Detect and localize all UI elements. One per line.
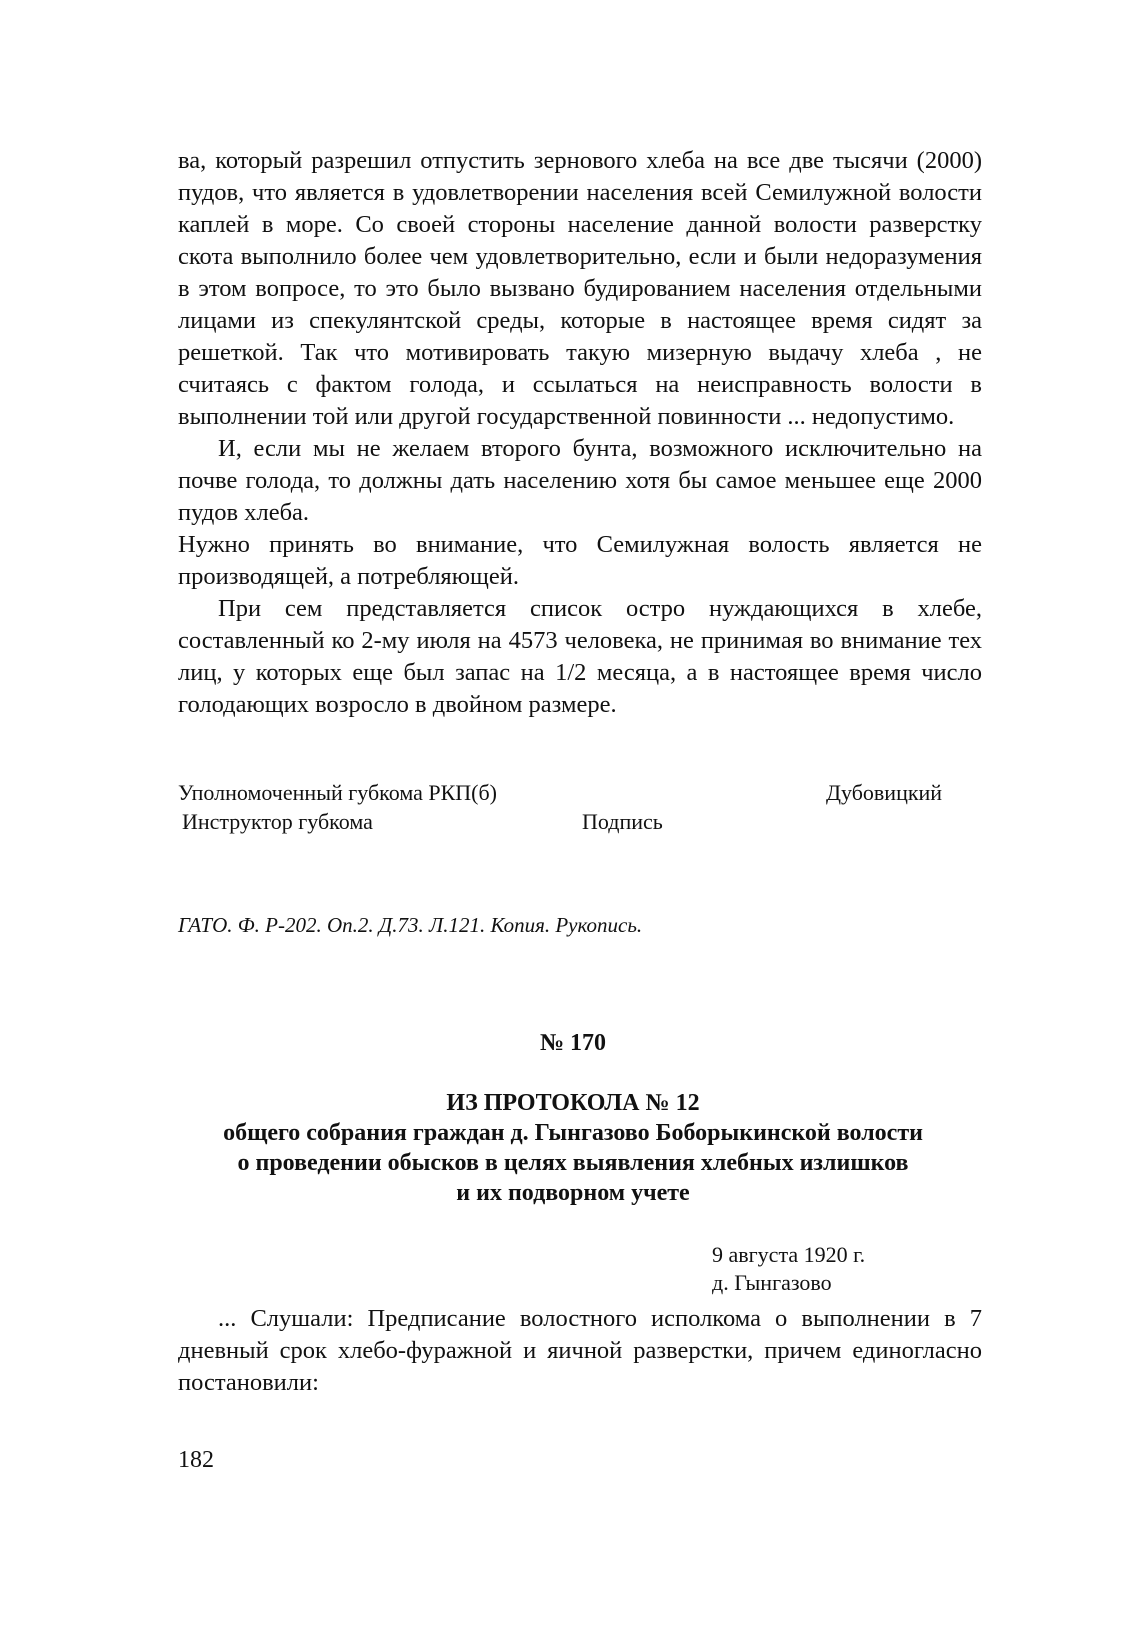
document-number: № 170 (539, 1030, 607, 1056)
document-place: д. Гынгазово (712, 1270, 832, 1295)
paragraph-1: ва, который разрешил отпустить зернового хлеба на все две тысячи (2000) пудов, что является в удовлетворении населения всей Семилужной волости каплей в море. Со своей стороны население данной волости разверстку скота выполнило более чем удовлетворительно, если и были недоразумения в этом вопросе, то это было вызвано будированием населения отдельными лицами из спекулянтской среды, которые в настоящее время сидят за решеткой. Так что мотивировать такую мизерную выдачу хлеба , не считаясь с фактом голода, и ссылаться на неисправность волости в выполнении той или другой государственной повинности ... недопустимо. (178, 147, 982, 430)
letter-body (178, 145, 982, 721)
page-number: 182 (178, 1447, 214, 1473)
signature-role-2: Инструктор губкома (182, 809, 373, 834)
protocol-body (178, 1303, 982, 1399)
date-place-block (712, 1241, 865, 1297)
paragraph-2: И, если мы не желаем второго бунта, возможного исключительно на почве голода, то должны дать населению хотя бы самое меньшее еще 2000 пудов хлеба. (178, 435, 982, 526)
paragraph-3: Нужно принять во внимание, что Семилужная волость является не производящей, а потребляющей. (178, 531, 982, 590)
title-line-4: и их подворном учете (456, 1180, 690, 1206)
signature-role-1: Уполномоченный губкома РКП(б) (178, 780, 497, 805)
signature-name-1: Дубовицкий (826, 780, 943, 805)
paragraph-4: При сем представляется список остро нуждающихся в хлебе, составленный ко 2-му июля на 4573 человека, не принимая во внимание тех лиц, у которых еще был запас на 1/2 месяца, а в настоящее время число голодающих возросло в двойном размере. (178, 595, 982, 718)
title-line-1: ИЗ ПРОТОКОЛА № 12 (446, 1090, 700, 1116)
archive-citation: ГАТО. Ф. Р-202. Оп.2. Д.73. Л.121. Копия. Рукопись. (178, 913, 643, 937)
protocol-paragraph: ... Слушали: Предписание волостного исполкома о выполнении в 7 дневный срок хлебо-фуражной и яичной разверстки, причем единогласно постановили: (178, 1305, 982, 1396)
title-line-2: общего собрания граждан д. Гынгазово Боборыкинской волости (223, 1120, 923, 1146)
title-line-3: о проведении обысков в целях выявления хлебных излишков (237, 1150, 909, 1176)
document-title (150, 1088, 996, 1208)
document-date: 9 августа 1920 г. (712, 1242, 866, 1267)
signature-name-2: Подпись (582, 809, 663, 834)
